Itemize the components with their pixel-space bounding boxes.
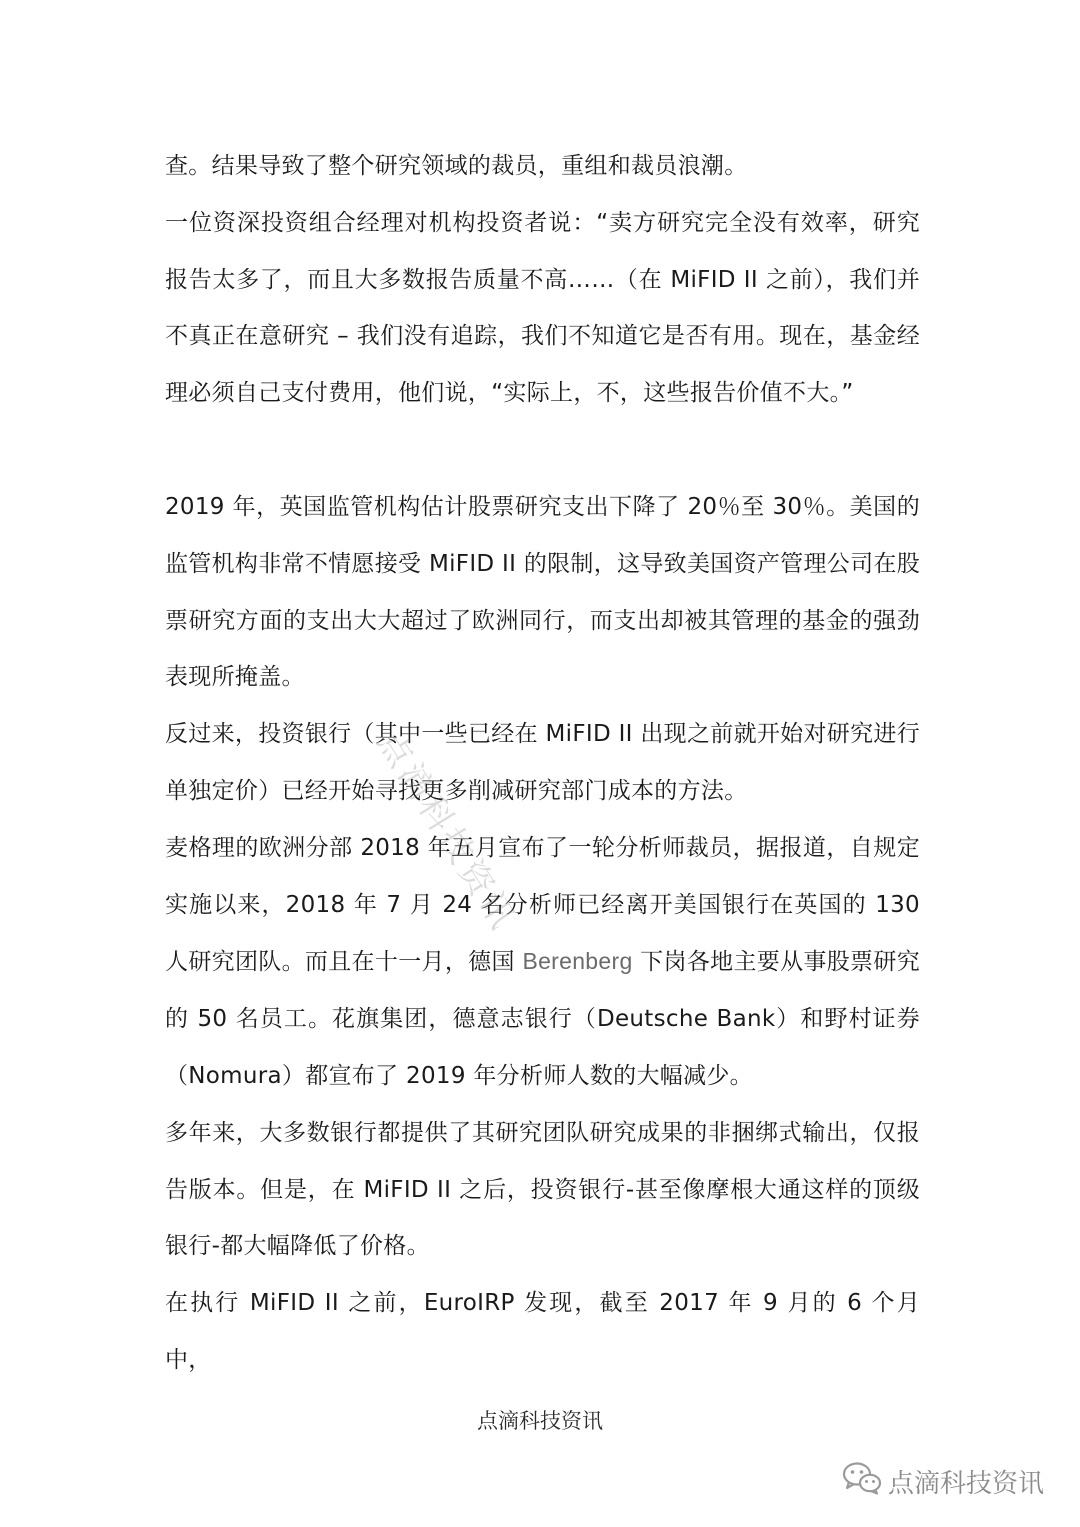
page-footer: 点滴科技资讯: [477, 1409, 603, 1433]
paragraph-5-text-start: 麦格理的欧洲分部 2018 年五月宣布了一轮分析师裁员，据报道，自规定实施以来，2018 年 7 月 24 名分析师已经离开美国银行在英国的 130 人研究团队。而且在十一月，德国: [165, 834, 920, 976]
paragraph-3: 2019 年，英国监管机构估计股票研究支出下降了 20％至 30％。美国的监管机构非常不情愿接受 MiFID II 的限制，这导致美国资产管理公司在股票研究方面的支出大大超过了欧洲同行，而支出却被其管理的基金的强劲表现所掩盖。: [165, 493, 920, 691]
paragraph-spacer: [165, 422, 920, 479]
paragraph-5-text-end: 下岗各地主要从事股票研究的 50 名员工。花旗集团，德意志银行（Deutsche Bank）和野村证券（Nomura）都宣布了 2019 年分析师人数的大幅减少。: [165, 949, 920, 1089]
watermark-text: 点滴科技资讯: [369, 724, 525, 939]
wechat-icon: [842, 1461, 882, 1502]
paragraph-7: 在执行 MiFID II 之前，EuroIRP 发现，截至 2017 年 9 月的 6 个月中，: [165, 1290, 920, 1373]
wechat-account-name: 点滴科技资讯: [887, 1469, 1044, 1499]
paragraph-1: 查。结果导致了整个研究领域的裁员，重组和裁员浪潮。: [165, 153, 748, 179]
article-body: [165, 138, 920, 1389]
paragraph-5: [165, 820, 920, 1105]
wechat-account-badge: [842, 1461, 1044, 1502]
paragraph-6: 多年来，大多数银行都提供了其研究团队研究成果的非捆绑式输出，仅报告版本。但是，在 MiFID II 之后，投资银行-甚至像摩根大通这样的顶级银行-都大幅降低了价格。: [165, 1119, 920, 1260]
paragraph-4: 反过来，投资银行（其中一些已经在 MiFID II 出现之前就开始对研究进行单独定价）已经开始寻找更多削减研究部门成本的方法。: [165, 721, 920, 804]
paragraph-2: 一位资深投资组合经理对机构投资者说：“卖方研究完全没有效率，研究报告太多了，而且大多数报告质量不高……（在 MiFID II 之前），我们并不真正在意研究 – 我们没有追踪，我们不知道它是否有用。现在，基金经理必须自己支付费用，他们说，“实际上，不，这些报告价值不大。”: [165, 209, 920, 407]
berenberg-name: Berenberg: [522, 948, 633, 975]
